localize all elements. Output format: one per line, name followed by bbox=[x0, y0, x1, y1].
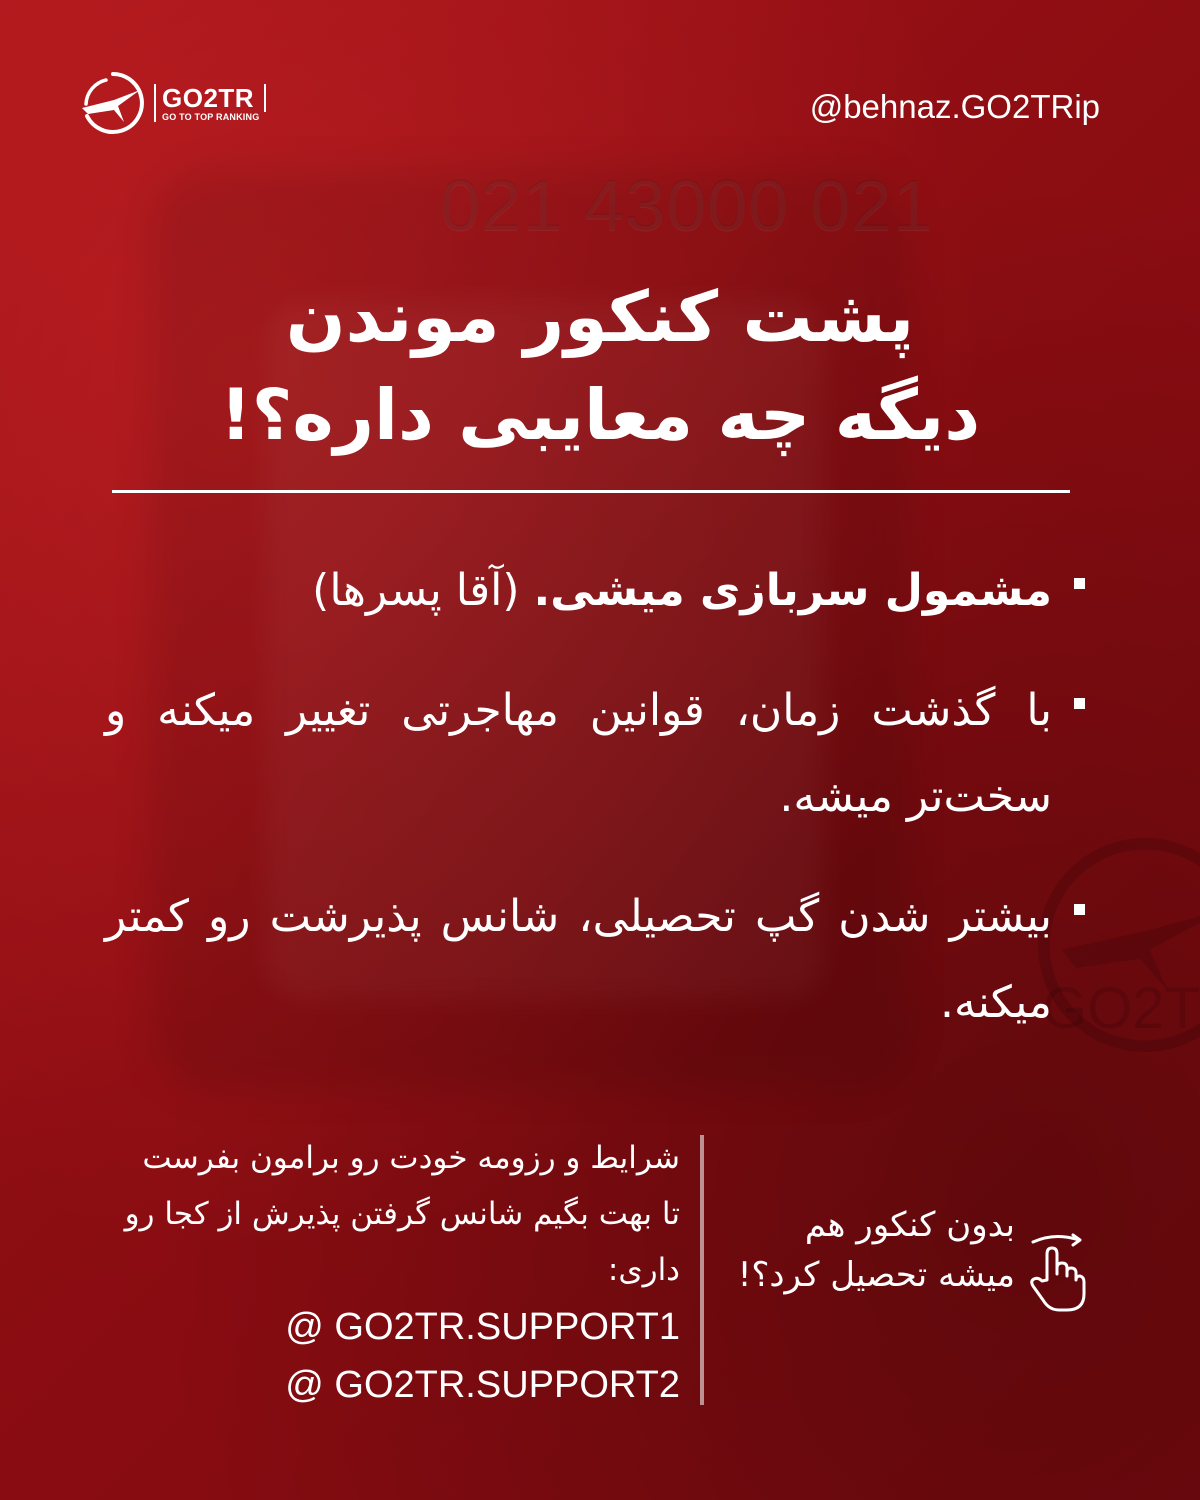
bullet-square-icon bbox=[1074, 904, 1085, 915]
list-item-rest: (آقا پسرها) bbox=[312, 565, 534, 616]
tap-hand-icon bbox=[1025, 1230, 1087, 1314]
background-phone-number: 021 43000 021 bbox=[440, 166, 934, 246]
instagram-handle: @behnaz.GO2TRip bbox=[809, 88, 1100, 125]
bullet-square-icon bbox=[1074, 578, 1085, 589]
contact-block bbox=[120, 1130, 680, 1414]
logo-tagline: GO TO TOP RANKING bbox=[162, 112, 260, 122]
list-item-text: بیشتر شدن گپ تحصیلی، شانس پذیرشت رو کمتر میکنه. bbox=[105, 891, 1052, 1028]
cta-text: بدون کنکور هم میشه تحصیل کرد؟! bbox=[737, 1205, 1015, 1295]
title-line-1: پشت کنکور موندن bbox=[285, 276, 915, 358]
logo-wordmark bbox=[154, 84, 266, 122]
title-divider bbox=[112, 490, 1070, 493]
logo-name: GO2TR bbox=[162, 84, 266, 112]
list-item bbox=[105, 668, 1085, 840]
list-item bbox=[105, 548, 1085, 634]
watermark-text: GO2T bbox=[1042, 976, 1200, 1041]
title-line-2: دیگه چه معایبی داره؟! bbox=[219, 374, 981, 456]
vertical-divider bbox=[700, 1135, 704, 1405]
bullet-square-icon bbox=[1074, 698, 1085, 709]
contact-text: شرایط و رزومه خودت رو برامون بفرست تا بهت بگیم شانس گرفتن پذیرش از کجا رو داری: bbox=[124, 1140, 680, 1288]
disadvantages-list bbox=[105, 548, 1085, 1080]
support-handle-2[interactable]: @ GO2TR.SUPPORT2 bbox=[285, 1364, 680, 1406]
list-item-strong: مشمول سربازی میشی. bbox=[533, 565, 1052, 616]
list-item-text bbox=[312, 548, 1052, 634]
support-handle-1[interactable]: @ GO2TR.SUPPORT1 bbox=[285, 1306, 680, 1348]
page-title bbox=[110, 268, 1090, 464]
list-item bbox=[105, 874, 1085, 1046]
list-item-text: با گذشت زمان، قوانین مهاجرتی تغییر میکنه و سخت‌تر میشه. bbox=[105, 685, 1052, 822]
brand-logo bbox=[78, 70, 266, 136]
plane-globe-icon bbox=[78, 70, 148, 136]
